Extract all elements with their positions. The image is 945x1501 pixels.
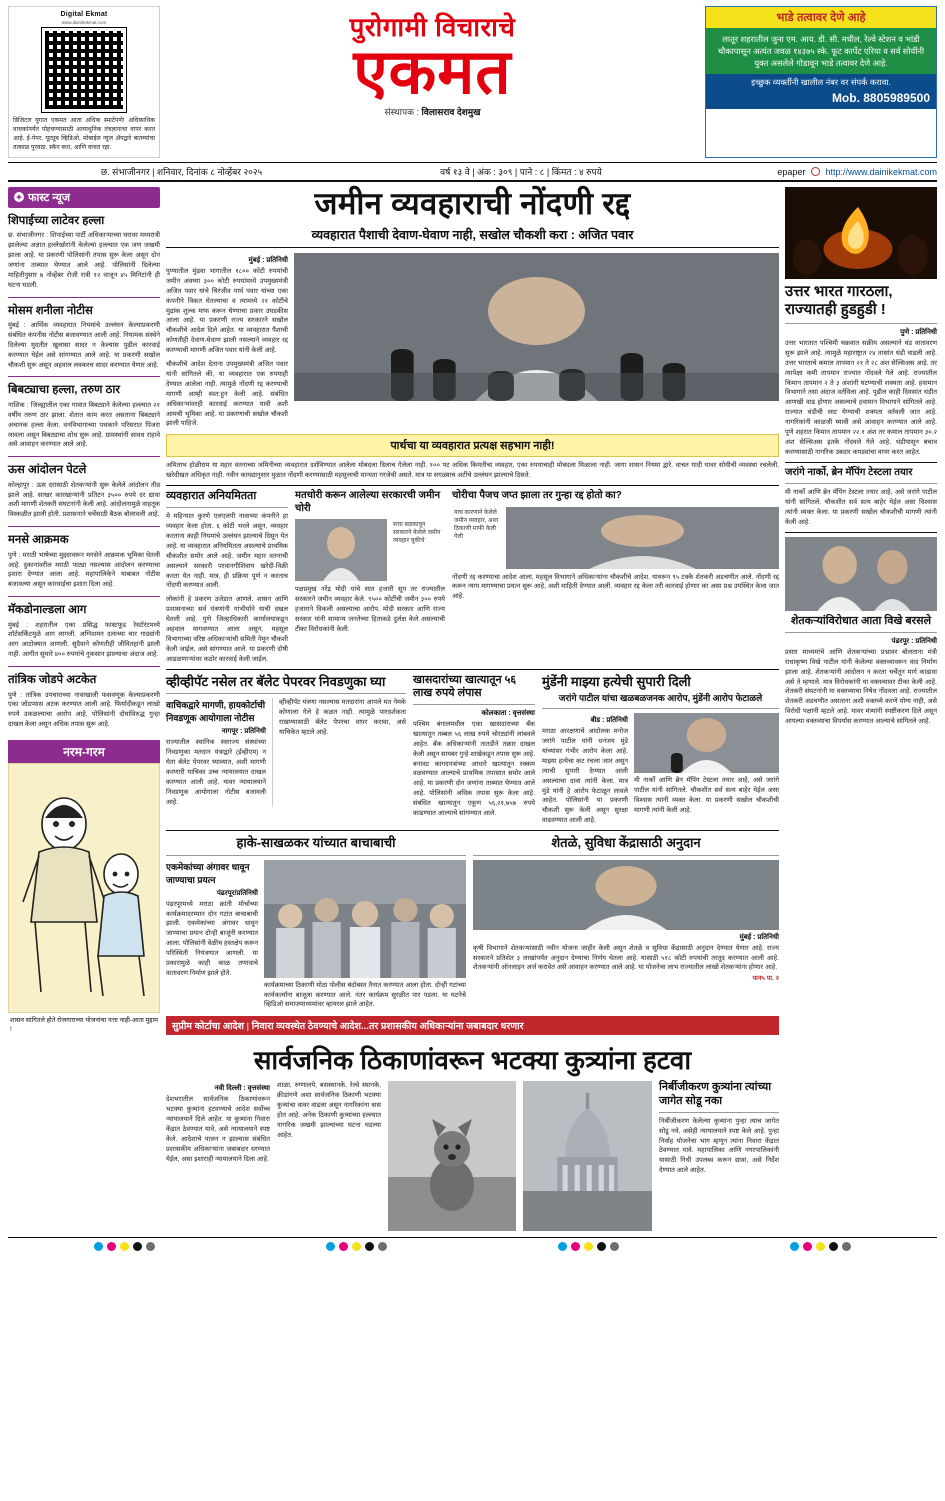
cartoon-section [8, 740, 160, 1038]
divider [413, 704, 535, 705]
story-head: शेतळे, सुविधा केंद्रासाठी अनुदान [551, 835, 701, 851]
divider [166, 507, 288, 508]
story-head: चोरीचा पैजच जप्त झाला तर गुन्हा रद्द होतो का? [452, 490, 622, 502]
ad-headline: भाडे तत्वावर देणे आहे [706, 7, 936, 28]
page-reference: पान५ पा. २ [752, 975, 779, 983]
epaper-label[interactable]: epaper [777, 166, 806, 177]
fast-news-item[interactable] [8, 214, 160, 291]
news-text: छ. संभाजीनगर : शिपाईच्या पार्टी अधिकाऱ्याच्या घरावर मध्यरात्री झालेल्या अज्ञात हल्लेखोरांनी केलेल्या हल्ल्यात एक जण जखमी झाला आहे. या प्रकरणी पोलिसांनी तपास सुरू केला असून दोन जणांना ताब्यात घेण्यात आले आहे. पोलिसांनी दिलेल्या माहितीनुसार ७ नोव्हेंबर रोजी रात्री १२ वाजून ४५ मिनिटांनी ही घटना घडली. [8, 232, 160, 289]
ajit-pawar-press-photo [294, 253, 779, 401]
news-text: मुंबई : शहरातील एका प्रसिद्ध फास्टफूड रेस्टॉरंटमध्ये शॉर्टसर्किटमुळे आग लागली. अग्निशमन दलाच्या चार गाड्यांनी आग आटोक्यात आणली. सुदैवाने कोणतीही जीवितहानी झाली नाही. आगीत सुमारे ४०० रुपयांचे नुकसान झाल्याचा अंदाज आहे. [8, 621, 160, 659]
news-title: शिपाईच्या लाटेवर हल्ला [8, 214, 105, 227]
supreme-body-1: देशभरातील सार्वजनिक ठिकाणांवरून भटक्या कुत्र्यांना हटवण्याचे आदेश सर्वोच्च न्यायालयाने दिले आहेत. या कुत्र्यांना निवारा केंद्रात ठेवण्यात यावे, असे न्यायालयाने स्पष्ट केले. आदेशाचे पालन न झाल्यास संबंधित प्रशासकीय अधिकाऱ्यांना जबाबदार धरण्यात येईल, असा इशाराही न्यायालयाने दिला आहे. [166, 1096, 270, 1163]
story-body: पक्षप्रमुख नरेंद्र मोदी यांचे सात हजारी सूप तर राज्यातील सरकारने जमीन व्यवहार केले. ९५०० कोटींची जमीन ३०० रुपये हजाराने विकली असल्याचा आरोप. मोदी सरकार आणि राज्य सरकार यांनी सामान्य जनतेच्या हिताकडे दुर्लक्ष केले असल्याची टीका विरोधकांनी केली. [295, 586, 445, 633]
lead-body-2: चौकशीचे आदेश देताना उपमुख्यमंत्री अजित पवार यांनी सांगितले की, या व्यवहारात एक रुपयाही देण्यात आलेला नाही. त्यामुळे नोंदणी रद्द करण्याची मागणी आम्ही स्वत:हून केली आहे. संबंधित अधिकाऱ्यांवरही कारवाई करण्यात यावी अशी आमची भूमिका आहे. या प्रकरणाची सखोल चौकशी झाली पाहिजे. [166, 361, 288, 428]
digital-ekmat-qr-box[interactable] [8, 6, 160, 158]
story-credit: नागपूर : प्रतिनिधी [221, 728, 266, 736]
ad-footnote: इच्छुक व्यक्तींनी खालील नंबर वर संपर्क करावा. [706, 74, 936, 91]
supreme-box-body: निर्बीजीकरण केलेल्या कुत्र्यांना पुन्हा त्याच जागेत सोडू नये, असेही न्यायालयाने स्पष्ट केले आहे. पुन्हा निर्वाह योजनेचा भाग म्हणून त्यांना निवारा केंद्रात ठेवण्यात यावे. महापालिका आणि नगरपालिकांनी यासाठी निधी उपलब्ध करून द्यावा, असे निर्देश देण्यात आले आहेत. [659, 1117, 779, 1175]
photo-content [295, 519, 387, 581]
redbar-text: निवारा व्यवस्थेत ठेवण्याचे आदेश...तर प्रशासकीय अधिकाऱ्यांना जबाबदार धरणार [251, 1021, 524, 1033]
gray-dot [146, 1242, 155, 1251]
supreme-court-building-photo [523, 1081, 652, 1231]
story-body: नोंदणी रद्द करण्याचा आदेश आला, महसूल विभागाने अधिकाऱ्यांना चौकशीचे आदेश. यावरून ९५ टक्के शेतकरी अडचणीत आले. नोंदणी रद्द करून न्याय मागण्याचा प्रयत्न सुरू आहे, अशी माहिती देण्यात आली. व्यवहार रद्द केला तरी कारवाई होणार का असा प्रश्न उपस्थित केला जात आहे. [452, 573, 779, 601]
place-date: छ. संभाजीनगर | शनिवार, दिनांक ८ नोव्हेंबर २०२५ [100, 166, 263, 177]
supreme-box-head: निर्बीजीकरण कुत्र्यांना त्यांच्या जागेत सोडू नका [659, 1081, 772, 1107]
gray-dot [842, 1242, 851, 1251]
gray-dot [378, 1242, 387, 1251]
black-dot [597, 1242, 606, 1251]
fast-news-item[interactable] [8, 383, 160, 450]
divider [8, 666, 160, 667]
photo-content [506, 507, 779, 569]
story-credit: पंढरपूर/प्रतिनिधी [216, 889, 258, 897]
globe-icon [811, 167, 820, 176]
cyan-dot [94, 1242, 103, 1251]
color-registration-marks [8, 1237, 937, 1251]
bonfire-winter-photo [785, 187, 937, 279]
lead-subheadline: व्यवहारात पैशाची देवाण-घेवाण नाही, सखोल चौकशी करा : अजित पवार [166, 226, 779, 248]
photo-content [388, 1081, 516, 1231]
news-text: कोल्हापूर : ऊस दरासाठी शेतकऱ्यांनी सुरू केलेले आंदोलन तीव्र झाले आहे. साखर कारखान्यांनी प्रतिटन ३५०० रुपये दर द्यावा अशी मागणी शेतकरी संघटनांनी केली आहे. आंदोलनामुळे वाहतूक विस्कळीत झाली होती. प्रशासनाने चर्चेसाठी बैठक बोलावली आहे. [8, 481, 160, 519]
story-body: मराठा आरक्षणाचे आंदोलक मनोज जरांगे पाटील यांनी धनंजय मुंडे यांच्यावर गंभीर आरोप केला आहे. माझ्या हत्येचा कट रचला जात असून त्याची सुपारी देण्यात आली असल्याचा दावा त्यांनी केला. मात्र मुंडे यांनी हे आरोप फेटाळून लावले आहेत. पोलिसांनी या प्रकरणी चौकशी सुरू केली असून सुरक्षा वाढवण्यात आली आहे. [542, 728, 628, 825]
cyan-dot [326, 1242, 335, 1251]
supreme-headline: सार्वजनिक ठिकाणांवरून भटक्या कुत्र्यांना हटवा [253, 1045, 692, 1076]
qr-title: Digital Ekmat [60, 11, 108, 18]
divider [166, 693, 406, 694]
divider [785, 483, 937, 484]
edition-details: वर्ष १३ वे | अंक : ३०९ | पाने : ८ | किंमत : ४ रुपये [440, 166, 602, 177]
news-text: पुणे : मराठी भाषेच्या मुद्द्यावरून मनसेने आक्रमक भूमिका घेतली आहे. दुकानांवरील मराठी पाट्या नसल्यास आंदोलन करण्याचा इशारा देण्यात आला आहे. महापालिकेने याबाबत नोटीस बजावल्या असून कारवाईचा इशारा दिला आहे. [8, 551, 160, 589]
lead-text-col [166, 253, 288, 429]
magenta-dot [339, 1242, 348, 1251]
supreme-body-2: शाळा, रुग्णालये, बसस्थानके, रेल्वे स्थानके, क्रीडांगणे अशा सार्वजनिक ठिकाणी भटक्या कुत्र्यांचा वावर वाढला असून नागरिकांना त्रास होत आहे. अनेक ठिकाणी कुत्र्यांच्या हल्ल्यात नागरिक जखमी झाल्याच्या घटना घडल्या आहेत. [277, 1082, 381, 1139]
supreme-court-section [166, 1016, 779, 1231]
divider [785, 462, 937, 463]
supreme-credit: नवी दिल्ली : वृत्तसंस्था [214, 1085, 270, 1093]
black-dot [365, 1242, 374, 1251]
news-title: मोसम शनीला नोटीस [8, 304, 93, 317]
fast-news-item[interactable] [8, 533, 160, 590]
divider [8, 526, 160, 527]
cyan-dot [790, 1242, 799, 1251]
story-head: मुंडेंनी माझ्या हत्येची सुपारी दिली [542, 673, 691, 689]
divider [785, 323, 937, 324]
fast-news-item[interactable] [8, 603, 160, 660]
story-crime-cancel[interactable] [452, 490, 779, 665]
story-body: पंढरपूरमध्ये मराठा क्रांती मोर्चाच्या कार्यक्रमादरम्यान दोन गटांत बाचाबाची झाली. एकमेकांच्या अंगावर धावून जाण्याचा प्रयत्न दोन्ही बाजूंनी करण्यात आला. पोलिसांनी वेळीच हस्तक्षेप करून परिस्थिती नियंत्रणात आणली. या प्रकारामुळे काही काळ तणावाचे वातावरण निर्माण झाले होते. [166, 900, 258, 977]
bolt-icon: ✦ [15, 192, 23, 202]
photo-content [294, 253, 779, 401]
stray-dog-photo [388, 1081, 516, 1231]
news-title: ऊस आंदोलन पेटले [8, 464, 87, 477]
photo-content [473, 860, 779, 930]
story-body: पश्चिम बंगालमधील एका खासदाराच्या बँक खात्यातून तब्बल ५६ लाख रुपये चोरट्यांनी लांबवले आहेत. बँक अधिकाऱ्यांनी तातडीने तक्रार दाखल केली असून सायबर गुन्हे शाखेकडून तपास सुरू आहे. बनावट कागदपत्रांच्या आधारे खात्यातून रक्कम वळवण्यात आल्याचे प्राथमिक तपासात समोर आले आहे. या प्रकरणी दोन जणांना ताब्यात घेण्यात आले आहे. पोलिसांनी अधिक तपास सुरू केला आहे. संबंधित खात्यातून एकूण ५६,२१,७५७ रुपये काढण्यात आल्याचे सांगण्यात आले. [413, 720, 536, 817]
cartoon-header: नरम-गरम [8, 740, 160, 763]
news-text: मुंबई : आर्थिक व्यवहारात नियमांचे उल्लंघन केल्याप्रकरणी संबंधित कंपनीस नोटीस बजावण्यात आली आहे. नियामक संस्थेने दिलेल्या मुदतीत खुलासा सादर न केल्यास पुढील कारवाई करण्यात येईल असे सांगण्यात आले आहे. या प्रकरणी सखोल चौकशी सुरू असून अहवाल लवकरच सादर करण्यात येणार आहे. [8, 322, 160, 369]
divider [166, 669, 779, 670]
munde-sidebox-head: जरांगे नार्को, ब्रेन मॅपिंग टेस्टला तयार [785, 466, 913, 478]
website-link[interactable]: http://www.dainikekmat.com [825, 166, 937, 177]
supreme-body-row [166, 1081, 779, 1231]
divider [166, 485, 779, 486]
dot-group [558, 1242, 619, 1251]
ad-body: लातूर शहरातील जुना एम. आय. डी. सी. मधील, रेल्वे स्टेशन व भांडी चौकापासून अत्यंत जवळ १४३७५ स्के. फूट कार्पेट एरिया व सर्व सोयींनी युक्त असलेले गोडावून भाडे तत्वावर देणे आहे. [706, 28, 936, 74]
story-credit: मुंबई : प्रतिनिधी [739, 933, 779, 941]
divider [8, 456, 160, 457]
yellow-dot [120, 1242, 129, 1251]
lead-headline: जमीन व्यवहाराची नोंदणी रद्द [314, 185, 631, 221]
news-title: मनसे आक्रमक [8, 534, 69, 547]
black-dot [133, 1242, 142, 1251]
qr-subtitle: www.dainikekmat.com [61, 20, 107, 25]
north-india-credit: पुणे : प्रतिनिधी [900, 328, 937, 336]
yellow-dot [816, 1242, 825, 1251]
divider [8, 297, 160, 298]
news-title: बिबट्याचा हल्ला, तरुण ठार [8, 384, 121, 397]
fast-news-item[interactable] [8, 673, 160, 730]
divider [542, 708, 779, 709]
fourth-row [166, 835, 779, 1010]
photo-content [523, 1081, 652, 1231]
story-body: राज्यातील स्थानिक स्वराज्य संस्थांच्या निवडणुका मतदान यंत्राद्वारे (ईव्हीएम) न घेता बॅलेट पेपरवर घ्याव्यात, अशी मागणी करणारी याचिका उच्च न्यायालयात दाखल करण्यात आली आहे. यावर न्यायालयाने निवडणूक आयोगाला नोटीस बजावली आहे. [166, 739, 266, 806]
story-munde[interactable] [542, 674, 779, 827]
lead-photo-col [294, 253, 779, 429]
photo-caption: याच कारणाने केलेले जमीन व्यवहार, अशा ठिकाणी माफी केली गेली [454, 509, 499, 540]
lead-body-1: पुण्यातील मुंढवा भागातील १८०० कोटी रुपयांची जमीन अवघ्या ३०० कोटी रुपयांमध्ये उपमुख्यमंत्री अजित पवार यांचे चिरंजीव पार्थ पवार यांच्या एका कंपनीने विकत घेतल्याचा व त्यामध्ये २१ कोटींचे मुद्रांक शुल्क माफ करून घेण्याचा प्रकार उघडकीस आला आहे. या प्रकरणी राज्य सरकारने सखोल चौकशीचे आदेश दिले आहेत. या व्यवहारात पैशाची कोणतीही देवाण-घेवाण झाली नसल्याने व्यवहार रद्द करण्याची मागणी अजित पवार यांनी केली आहे. [166, 268, 288, 355]
munde-sidebox-body: मी नार्को आणि ब्रेन मॅपिंग टेस्टला तयार आहे, असे जरांगे पाटील यांनी सांगितले. चौकशीत सर्व सत्य बाहेर येईल असा विश्वास त्यांनी व्यक्त केला. या प्रकरणी सखोल चौकशीची मागणी त्यांनी केली आहे. [785, 489, 937, 526]
lead-credit: मुंबई : प्रतिनिधी [248, 257, 288, 265]
divider [785, 532, 937, 533]
divider [8, 376, 160, 377]
news-title: तांत्रिक जोडपे अटकेत [8, 674, 97, 687]
divider [473, 855, 779, 856]
news-title: मॅकडोनाल्डला आग [8, 604, 87, 617]
story-ballot[interactable] [166, 674, 406, 827]
politician-photo [506, 507, 779, 569]
story-head: व्हीव्हीपॅट नसेल तर बॅलेट पेपरवर निवडणुका घ्या [166, 673, 386, 689]
vikhe-head: शेतकऱ्यांविरोधात आता विखे बरसले [790, 614, 932, 627]
divider [166, 830, 779, 831]
vikhe-credit: पंढरपूर : प्रतिनिधी [891, 637, 937, 645]
fast-news-item[interactable] [8, 463, 160, 520]
masthead-tagline: पुरोगामी विचाराचे [349, 12, 516, 42]
jarange-patil-photo [634, 713, 779, 773]
photo-content [785, 537, 937, 611]
redbar-title: सुप्रीम कोर्टाचा आदेश [172, 1021, 244, 1033]
magenta-dot [803, 1242, 812, 1251]
cartoon-drawing [9, 764, 159, 1012]
fast-news-header [8, 187, 160, 208]
story-head: मतचोरी करून आलेल्या सरकारची जमीन चोरी [295, 490, 441, 514]
rahul-gandhi-photo [295, 519, 387, 581]
magenta-dot [571, 1242, 580, 1251]
story-subhead: जरांगे पाटील यांचा खळबळजनक आरोप, मुंडेंनी आरोप फेटाळले [558, 693, 763, 704]
news-text: नाशिक : जिल्ह्यातील एका गावात बिबट्याने केलेल्या हल्ल्यात २१ वर्षीय तरुण ठार झाला. शेतात काम करत असताना बिबट्याने अचानक हल्ला केला. वनविभागाच्या पथकाने परिसरात पिंजरा लावला असून बिबट्याचा शोध सुरू आहे. ग्रामस्थांनी सावध राहावे असे आवाहन करण्यात आले आहे. [8, 401, 160, 449]
north-india-body: उत्तर भारतात पश्चिमी चक्रवात सक्रीय असल्याने थंड वातावरण सुरू झाले आहे. त्यामुळे महाराष्ट्रात २४ तासांत थंडी वाढली आहे. उत्तर भारताचे कमाल तापमान २१ ते २८ अंश सेल्सिअस आहे. तर त्यापेक्षा कमी तापमान राज्यात नोंदवले गेले आहे. राज्यातील किमान तापमान २ ते ३ अंशांनी घटण्याची शक्यता आहे. हवामान विभागाने तसा अंदाज वर्तविला आहे. पुढील काही दिवसांत थंडीत आणखी वाढ होणार असल्याचे हवामान विभागाने सांगितले आहे. राज्यात थंडीची लाट येण्याची शक्यता वर्तवली जात आहे. नागरिकांनी काळजी घ्यावी असे आवाहन करण्यात आले आहे. पुणे शहरात किमान तापमान २२.१ अंश तर कमाल तापमान ३०.२ अंश सेल्सिअस इतके नोंदवले गेले आहे. थंडीपासून बचाव करण्यासाठी नागरिक उबदार कपड्यांचा वापर करत आहेत. [785, 339, 937, 456]
story-body: मे महिन्यात कुरणे एलएलपी नावाच्या कंपनीने हा व्यवहार केला होता. ६ कोटी भरले असून, व्यवहार करताना काही नियमांचे उल्लंघन झाल्याचे दिसून येत आहे. या व्यवहारात अनियमितता असल्याचे प्राथमिक चौकशीत समोर आले आहे. जमीन महार वतनाची असल्याने सरकारी परवानगीशिवाय खरेदी-विक्री करता येत नाही. मात्र, ही प्रक्रिया पूर्ण न करताच नोंदणी करण्यात आली. [166, 513, 288, 590]
black-dot [829, 1242, 838, 1251]
masthead-name: एकमत [353, 38, 512, 107]
ad-phone[interactable]: Mob. 8805989500 [706, 91, 936, 109]
supreme-court-redbar: सुप्रीम कोर्टाचा आदेश | निवारा व्यवस्थेत ठेवण्याचे आदेश...तर प्रशासकीय अधिकाऱ्यांना जबाबदार धरणार [166, 1016, 779, 1035]
gray-dot [610, 1242, 619, 1251]
political-cartoon [8, 763, 160, 1013]
story-credit: बीड : प्रतिनिधी [590, 717, 628, 725]
founder-label: संस्थापक : [384, 106, 419, 117]
yellow-banner: पार्थचा या व्यवहारात प्रत्यक्ष सहभाग नाही! [166, 434, 779, 457]
photo-content [264, 860, 466, 978]
center-column [166, 187, 779, 1231]
third-row [166, 674, 779, 827]
right-column [785, 187, 937, 1231]
founder-line [166, 105, 699, 118]
story-credit: कोलकाता : वृत्तसंस्था [481, 709, 535, 717]
photo-content [785, 187, 937, 279]
crowd-scuffle-photo [264, 860, 466, 978]
story-body: कृषी विभागाने शेतकऱ्यांसाठी नवीन योजना जाहीर केली असून शेतळे व सुविधा केंद्रासाठी अनुदान देण्यात येणार आहे. राज्य सरकारने प्रतिशेत ३ लाखांपर्यंत अनुदान देण्याचा निर्णय घेतला आहे. यासाठी ५१८ कोटी रुपयांची तरतूद करण्यात आली आहे. शेतकऱ्यांनी ऑनलाइन अर्ज करावेत असे आवाहन करण्यात आले आहे. या योजनेचा लाभ राज्यातील लाखो शेतकऱ्यांना होणार आहे. [473, 944, 779, 972]
story-body-2: कार्यक्रमाच्या ठिकाणी मोठा पोलीस बंदोबस्त तैनात करण्यात आला होता. दोन्ही गटांच्या कार्यकर्त्यांना बाजूला करण्यात आले. नंतर कार्यक्रम सुरळीत पार पडला. या घटनेचे व्हिडिओ समाजमाध्यमांवर व्हायरल झाले आहेत. [264, 981, 466, 1009]
cyan-dot [558, 1242, 567, 1251]
qr-caption: डिजिटल युगात एकमत आता अधिक स्मार्टपणे! अधिकाधिक वाचकांपर्यंत पोहचण्यासाठी अत्याधुनिक तंत्रज्ञानाचा वापर करत आहे. ई-पेपर, यूट्यूब व्हिडिओ, मोबाईल न्यूज अ‍ॅपद्वारे बातम्यांचा तत्काळ पुरवठा. स्कॅन करा, आणि वाचत रहा. [13, 117, 155, 151]
yellow-dot [352, 1242, 361, 1251]
vikhe-patil-photo [785, 537, 937, 611]
story-subhead: एकमेकांच्या अंगावर धावून जाण्याचा प्रयत्न [166, 861, 250, 885]
story-land-theft[interactable] [295, 490, 445, 665]
divider [166, 855, 466, 856]
dot-group [326, 1242, 387, 1251]
north-india-head: उत्तर भारत गारठला, राज्यातही हुडहुडी ! [785, 282, 893, 318]
fast-news-item[interactable] [8, 304, 160, 371]
story-irregularity [166, 490, 288, 665]
story-head: व्यवहारात अनियमितता [166, 490, 257, 503]
story-body-continued: मी नार्को आणि ब्रेन मॅपिंग टेस्टला तयार आहे, असे जरांगे पाटील यांनी सांगितले. चौकशीत सर्व सत्य बाहेर येईल असा विश्वास त्यांनी व्यक्त केला. या प्रकरणी सखोल चौकशीची मागणी त्यांनी केली आहे. [634, 777, 779, 814]
masthead [8, 6, 937, 158]
left-column [8, 187, 160, 1231]
story-body-2: व्हीव्हीपॅट यंत्रणा नसल्यास मतदारांना आपले मत नेमके कोणाला गेले हे कळत नाही. त्यामुळे पारदर्शकता राखण्यासाठी बॅलेट पेपरचा वापर करावा, असे याचिकेत म्हटले आहे. [279, 699, 406, 736]
vikhe-body: प्रसार माध्यमांचे आणि शेतकऱ्यांच्या प्रश्नावर बोलताना मंत्री राधाकृष्ण विखे पाटील यांनी केलेल्या वक्तव्यावरून वाद निर्माण झाला आहे. शेतकऱ्यांनी आंदोलन न करता चर्चेतून मार्ग काढावा असे ते म्हणाले. मात्र विरोधकांनी या वक्तव्यावर टीका केली आहे. शेतकरी संघटनांनी या वक्तव्याचा निषेध नोंदवला आहे. राज्यातील शेतकरी अडचणीत असताना अशी वक्तव्ये करणे योग्य नाही, असे विरोधी पक्षांनी म्हटले आहे. यावर मंत्र्यांनी स्पष्टीकरण दिले असून आपल्या वक्तव्याचा विपर्यास करण्यात आल्याचे सांगितले आहे. [785, 648, 937, 726]
advertisement-box[interactable] [705, 6, 937, 158]
divider [785, 632, 937, 633]
newspaper-title-block [166, 6, 699, 158]
divider [8, 596, 160, 597]
story-shetale[interactable] [473, 835, 779, 1010]
epaper-links[interactable] [687, 166, 937, 177]
story-head: हाके-साखळकर यांच्यात बाचाबाची [236, 835, 396, 851]
story-mp-fund[interactable] [413, 674, 535, 827]
founder-name: विलासराव देशमुख [421, 106, 481, 117]
lead-story [166, 253, 779, 429]
dot-group [790, 1242, 851, 1251]
photo-content [634, 713, 779, 773]
yellow-dot [584, 1242, 593, 1251]
story-body-2: लोकांनी हे प्रकरण उजेडात आणले. शासन आणि प्रशासनाच्या सर्व यंत्रणांनी गांभीर्याने याची दखल घेतली आहे. पुणे जिल्हाधिकारी कार्यालयाकडून अहवाल मागवण्यात आला असून, महसूल विभागाच्या वरिष्ठ अधिकाऱ्यांची समिती नेमून चौकशी केली जाईल, असे सांगण्यात आले. या प्रकरणी दोषी आढळणाऱ्यांवर कठोर कारवाई केली जाईल. [166, 596, 288, 663]
news-text: पुणे : तांत्रिक उपचाराच्या नावाखाली फसवणूक केल्याप्रकरणी एका जोडप्यास अटक करण्यात आली आहे. फिर्यादीकडून लाखो रुपये उकळल्याचा आरोप आहे. पोलिसांनी दोघांविरुद्ध गुन्हा दाखल केला असून अधिक तपास सुरू आहे. [8, 691, 160, 729]
story-head: खासदारांच्या खात्यातून ५६ लाख रुपये लंपास [413, 673, 517, 699]
story-hake[interactable] [166, 835, 466, 1010]
qr-code-icon[interactable] [42, 28, 126, 112]
story-subhead: वाचिकद्वारे मागणी, हायकोर्टाची निवडणूक आयोगाला नोटीस [166, 700, 266, 724]
lead-note-body: अमिताभ होळीराम या महार वतनाच्या जमिनीच्या व्यवहारात दर्शविण्यात आलेला मोबदला दिलाच गेलेला नाही. १०० पट अधिक किमतीचा व्यवहार, एका रुपयाचाही मोबदला मिळाला नाही. जागा शासन नियमा द्वारे. वाचत यादी यावर सोयीची व्यवस्था रचलेली, खरेदीखत अधिकृत नाही. नवीन कायद्यानुसार मुळात नोंदणी करण्यासाठी महसुलाची मान्यता गरजेची असते. मात्र या सगळ्याच अटींचे उल्लंघन झाल्याचे दिसते. [166, 462, 779, 480]
cartoon-caption: शासन सांगितले होते रोजगाराच्या योजनांचा पत्ता नाही-आता मुद्दाम ! [10, 1017, 158, 1034]
fast-news-label: फास्ट न्यूज [28, 191, 70, 204]
edition-info-bar [8, 162, 937, 182]
secondary-stories [166, 490, 779, 665]
magenta-dot [107, 1242, 116, 1251]
minister-portrait-photo [473, 860, 779, 930]
divider [659, 1112, 779, 1113]
photo-caption: सत्ता बळकावून सरकारने केलेले जमीन व्यवहार चुकीचे [393, 522, 441, 545]
main-grid [8, 187, 937, 1231]
dot-group [94, 1242, 155, 1251]
